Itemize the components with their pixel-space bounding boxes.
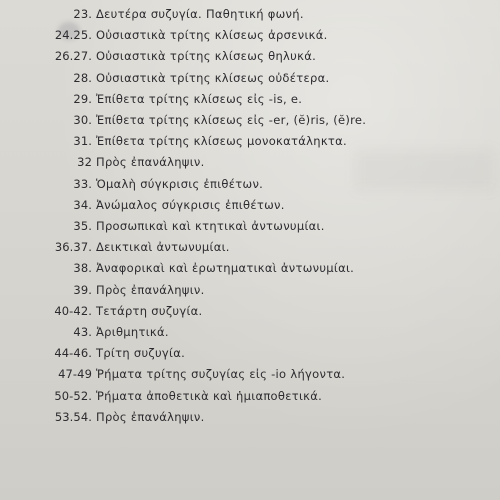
toc-entry-title: Τετάρτη συζυγία. bbox=[96, 303, 203, 318]
toc-entry-number: 44-46. bbox=[54, 346, 92, 361]
toc-entry-number: 33. bbox=[73, 176, 92, 191]
toc-entry-number: 30. bbox=[73, 113, 92, 127]
toc-entry-title: Πρὸς ἐπανάληψιν. bbox=[96, 155, 205, 170]
toc-entry-title: Ῥήματα τρίτης συζυγίας εἰς -io λήγοντα. bbox=[96, 367, 346, 382]
toc-entry bbox=[0, 194, 500, 216]
toc-entry-title: Πρὸς ἐπανάληψιν. bbox=[96, 282, 205, 297]
toc-entry-number: 40-42. bbox=[54, 303, 92, 318]
toc-entry bbox=[0, 24, 500, 46]
toc-entry-number: 24.25. bbox=[54, 28, 92, 43]
toc-entry bbox=[0, 279, 500, 301]
toc-entry bbox=[0, 130, 500, 152]
toc-entry-number: 43. bbox=[73, 325, 92, 339]
toc-entry-title: Ἐπίθετα τρίτης κλίσεως μονοκατάληκτα. bbox=[96, 134, 347, 149]
toc-entry bbox=[0, 88, 500, 110]
toc-entry bbox=[0, 300, 500, 322]
toc-entry bbox=[0, 45, 500, 67]
toc-entry bbox=[0, 109, 500, 131]
toc-entry bbox=[0, 151, 500, 173]
toc-entry-title: Οὐσιαστικὰ τρίτης κλίσεως ἀρσενικά. bbox=[96, 28, 328, 43]
toc-entry bbox=[0, 406, 500, 428]
toc-entry-title: Ἀναφορικαὶ καὶ ἐρωτηματικαὶ ἀντωνυμίαι. bbox=[96, 261, 355, 276]
toc-entry-number: 35. bbox=[73, 219, 92, 233]
toc-entry bbox=[0, 3, 500, 25]
toc-entry-number: 36.37. bbox=[54, 240, 92, 255]
toc-entry-title: Ἐπίθετα τρίτης κλίσεως εἰς -er, (ĕ)ris, (ĕ)re. bbox=[96, 113, 367, 127]
toc-entry-title: Οὐσιαστικὰ τρίτης κλίσεως θηλυκά. bbox=[96, 49, 317, 64]
toc-entry-title: Τρίτη συζυγία. bbox=[96, 346, 186, 361]
toc-entry-title: Δευτέρα συζυγία. Παθητική φωνή. bbox=[96, 7, 304, 21]
toc-entry-number: 28. bbox=[73, 70, 92, 85]
toc-entry-number: 29. bbox=[73, 91, 92, 106]
toc-entry-number: 39. bbox=[73, 282, 92, 297]
toc-entry-title: Ἐπίθετα τρίτης κλίσεως εἰς -is, e. bbox=[96, 91, 303, 106]
toc-entry-number: 23. bbox=[73, 7, 92, 21]
toc-entry-title: Ῥήματα ἀποθετικὰ καὶ ἡμιαποθετικά. bbox=[96, 388, 323, 403]
toc-entry bbox=[0, 257, 500, 279]
toc-entry-number: 34. bbox=[73, 197, 92, 212]
toc-entry bbox=[0, 173, 500, 195]
toc-entry-title: Ὁμαλὴ σύγκρισις ἐπιθέτων. bbox=[96, 176, 264, 191]
toc-entry-title: Ἀνώμαλος σύγκρισις ἐπιθέτων. bbox=[96, 197, 285, 212]
toc-entry-number: 32 bbox=[77, 155, 92, 170]
toc-entry bbox=[0, 321, 500, 343]
toc-entry bbox=[0, 215, 500, 237]
toc-entry-title: Ἀριθμητικά. bbox=[96, 325, 169, 339]
toc-entry-title: Προσωπικαὶ καὶ κτητικαὶ ἀντωνυμίαι. bbox=[96, 219, 325, 233]
toc-entry bbox=[0, 67, 500, 89]
toc-entry bbox=[0, 363, 500, 385]
toc-entry bbox=[0, 342, 500, 364]
toc-entry-number: 31. bbox=[73, 134, 92, 149]
toc-entry-number: 38. bbox=[73, 261, 92, 276]
toc-entry-number: 47-49 bbox=[58, 367, 92, 382]
toc-entry-number: 50-52. bbox=[54, 388, 92, 403]
toc-entry bbox=[0, 236, 500, 258]
toc-entry-number: 53.54. bbox=[54, 409, 92, 424]
toc-entry-title: Πρὸς ἐπανάληψιν. bbox=[96, 409, 205, 424]
toc-entry-number: 26.27. bbox=[54, 49, 92, 64]
toc-entry-title: Δεικτικαὶ ἀντωνυμίαι. bbox=[96, 240, 230, 255]
toc-entry-title: Οὐσιαστικὰ τρίτης κλίσεως οὐδέτερα. bbox=[96, 70, 330, 85]
toc-entry bbox=[0, 385, 500, 407]
